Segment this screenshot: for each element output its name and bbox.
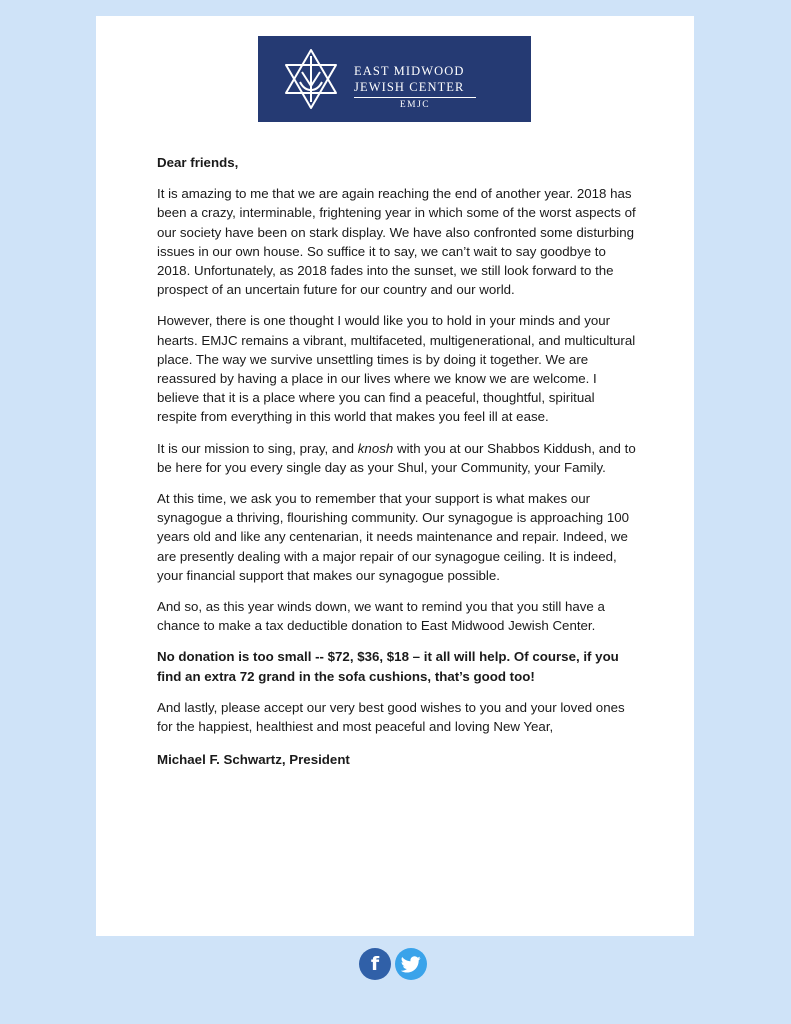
logo-divider <box>354 97 476 98</box>
social-links <box>359 948 427 980</box>
paragraph-3-part-a: It is our mission to sing, pray, and <box>157 440 358 456</box>
emjc-logo[interactable] <box>258 36 531 122</box>
paragraph-1: It is amazing to me that we are again reaching the end of another year. 2018 has been a crazy, interminable, frightening year in which some of the worst aspects of our society have been on stark display. We have also confronted some disturbing issues in our own house. So suffice it to say, we can’t wait to say goodbye to 2018. Unfortunately, as 2018 fades into the sunset, we still look forward to the prospect of an uncertain future for our country and our world. <box>157 186 636 298</box>
logo-line-1: EAST MIDWOOD <box>354 64 465 78</box>
paragraph-2: However, there is one thought I would like you to hold in your minds and your hearts. EMJC remains a vibrant, multifaceted, multigenerational, and multicultural place. The way we survive unsettling times is by doing it together. We are reassured by having a place in our lives where we know we are welcome. I believe that it is a place where you can find a peaceful, thoughtful, spiritual respite from everything in this world that makes you feel ill at ease. <box>157 313 636 425</box>
letter-body <box>157 153 637 781</box>
donation-callout: No donation is too small -- $72, $36, $18 – it all will help. Of course, if you find an extra 72 grand in the sofa cushions, that’s good too! <box>157 649 619 684</box>
paragraph-5: And so, as this year winds down, we want to remind you that you still have a chance to make a tax deductible donation to East Midwood Jewish Center. <box>157 599 605 634</box>
twitter-icon <box>401 956 421 973</box>
twitter-button[interactable] <box>395 948 427 980</box>
letter-card <box>96 16 694 936</box>
paragraph-4: At this time, we ask you to remember that your support is what makes our synagogue a thriving, flourishing community. Our synagogue is approaching 100 years old and like any centenarian, it needs maintenance and repair. Indeed, we are presently dealing with a major repair of our synagogue ceiling. It is indeed, your financial support that makes our synagogue possible. <box>157 491 630 583</box>
facebook-icon: f <box>370 952 380 975</box>
logo-line-3: EMJC <box>399 100 431 110</box>
paragraph-3-part-b: with you at our Shabbos Kiddush, and to be here for you every single day as your Shul, your Community, your Family. <box>157 440 636 475</box>
paragraph-7: And lastly, please accept our very best good wishes to you and your loved ones for the happiest, healthiest and most peaceful and loving New Year, <box>157 699 625 735</box>
paragraph-3-emphasis: knosh <box>357 440 394 456</box>
facebook-button[interactable] <box>359 948 391 980</box>
greeting: Dear friends, <box>157 155 239 170</box>
paragraph-3 <box>157 439 637 477</box>
signature: Michael F. Schwartz, President <box>157 752 350 768</box>
logo-line-2: JEWISH CENTER <box>354 80 465 94</box>
star-of-david-emblem-icon <box>280 46 342 112</box>
